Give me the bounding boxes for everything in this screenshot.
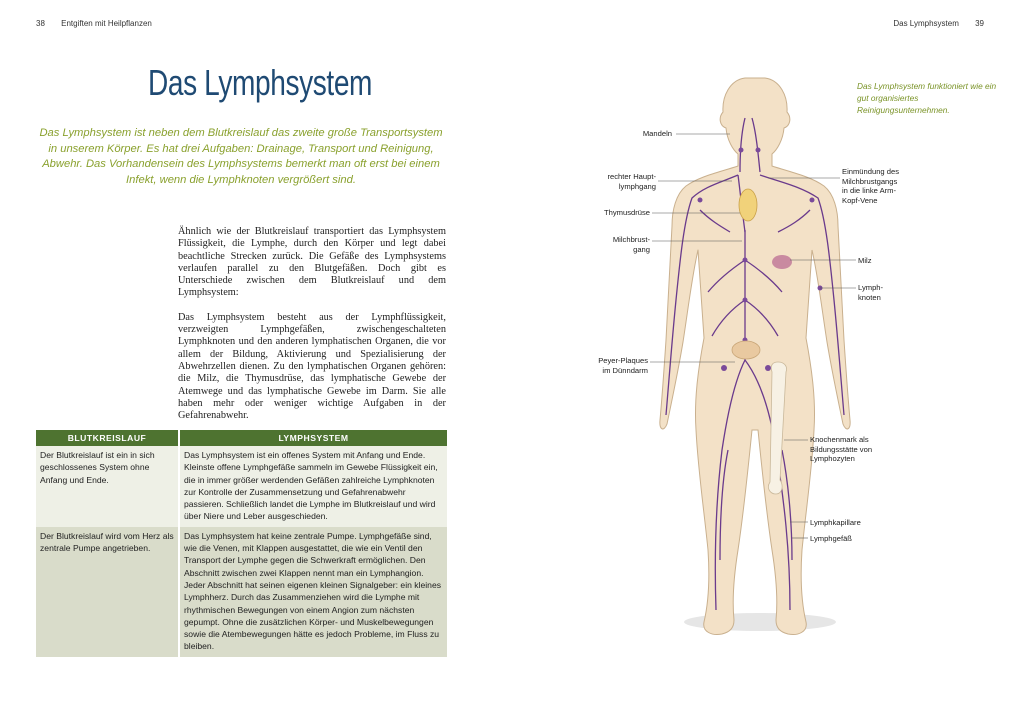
label-thymusdruese: Thymusdrüse [603,208,650,217]
label-peyer-plaques: Peyer-Plaques im Dünndarm [598,356,648,375]
intro-text: Das Lymphsystem ist neben dem Blutkreislauf das zweite große Transportsystem in unserem Körper. Es hat drei Aufgaben: Drainage, Transport und Reinigung, Abwehr. Das Vorhandensein des Lymphsystems bemerkt man oft erst bei einem Infekt, wenn die Lymphknoten vergrößert sind. [39,127,443,186]
side-note: Das Lymphsystem funktioniert wie ein gut organisiertes Reinigungsunternehmen. [857,81,997,115]
label-milz: Milz [858,256,872,265]
right-page-number: 39 [975,19,984,28]
left-running-title: Entgiften mit Heilpflanzen [61,19,152,28]
page-title: Das Lymphsystem [148,62,373,103]
label-lymphkapillare: Lymphkapillare [810,518,861,527]
table-cell: Der Blutkreislauf ist ein in sich geschlossenes System ohne Anfang und Ende. [36,446,179,527]
thymus-organ [739,189,757,221]
table-cell: Das Lymphsystem hat keine zentrale Pumpe. Lymphgefäße sind, wie die Venen, mit Klappen ausgestattet, die wie ein Ventil den Transport der Lymphe gegen die Schwerkraft ermöglichen. Den Abschnitt zwischen zwei Klappen nennt man ein Lymphangion. Jeder Abschnitt hat seinen eigenen kleinen Signalgeber: ein kleines Lymphherz. Durch das Zusammenziehen wird die Lymphe mit rhythmischen Bewegungen von einem Angion zum nächsten gepumpt. Ohne die zusätzlichen Körper- und Muskelbewegungen sowie die Atembewegungen hätte es jedoch Probleme, im Fluss zu bleiben. [179,527,447,657]
label-knochenmark: Knochenmark als Bildungsstätte von Lymphozyten [810,435,873,464]
left-page-number: 38 [36,19,45,28]
label-lymphknoten: Lymph- knoten [858,283,884,302]
right-running-title: Das Lymphsystem [893,19,959,28]
column-header-blutkreislauf: BLUTKREISLAUF [36,430,179,446]
label-rechter-hauptlymphgang: rechter Haupt- lymphgang [607,172,656,191]
spleen-organ [772,255,792,269]
body-paragraph-2: Das Lymphsystem besteht aus der Lymphflüssigkeit, verzweigten Lymphgefäßen, zwischengeschalteten Lymphknoten und den anderen lymphatischen Organen, die vor allem der Bildung, Aktivierung und Spezialisierung der Abwehrzellen dienen. Zu den lymphatischen Organen gehören: die Milz, die Thymusdrüse, das lymphatische Gewebe der Atemwege und das lymphatische Gewebe im Darm. Sie alle haben mehr oder weniger wichtige Aufgaben in der Gefahrenabwehr. [178,311,446,422]
label-mandeln: Mandeln [642,129,672,138]
intestine-organ [732,341,760,359]
body-paragraph-1: Ähnlich wie der Blutkreislauf transportiert das Lymphsystem Flüssigkeit, die Lymphe, durch den Körper und legt dabei beachtliche Strecken zurück. Die Gefäße des Lymphsystems verlaufen parallel zu den Blutgefäßen. Doch gibt es Unterschiede zwischen dem Blutkreislauf und dem Lymphsystem: [178,226,446,299]
table-cell: Der Blutkreislauf wird vom Herz als zentrale Pumpe angetrieben. [36,527,179,657]
column-header-lymphsystem: LYMPHSYSTEM [179,430,447,446]
label-lymphgefaess: Lymphgefäß [810,534,852,543]
table-cell: Das Lymphsystem ist ein offenes System mit Anfang und Ende. Kleinste offene Lymphgefäße sammeln im Gewebe Flüssigkeit ein, die in immer größer werdenden Gefäßen zahlreiche Lymphknoten zur Kontrolle der Zusammensetzung und Gefahrenabwehr passieren. Schließlich landet die Lymphe im Blutkreislauf und wird über Niere und Leber ausgeschieden. [179,446,447,527]
label-milchbrustgang: Milchbrust- gang [612,235,650,254]
label-einmuendung: Einmündung des Milchbrustgangs in die linke Arm- Kopf-Vene [842,167,899,205]
